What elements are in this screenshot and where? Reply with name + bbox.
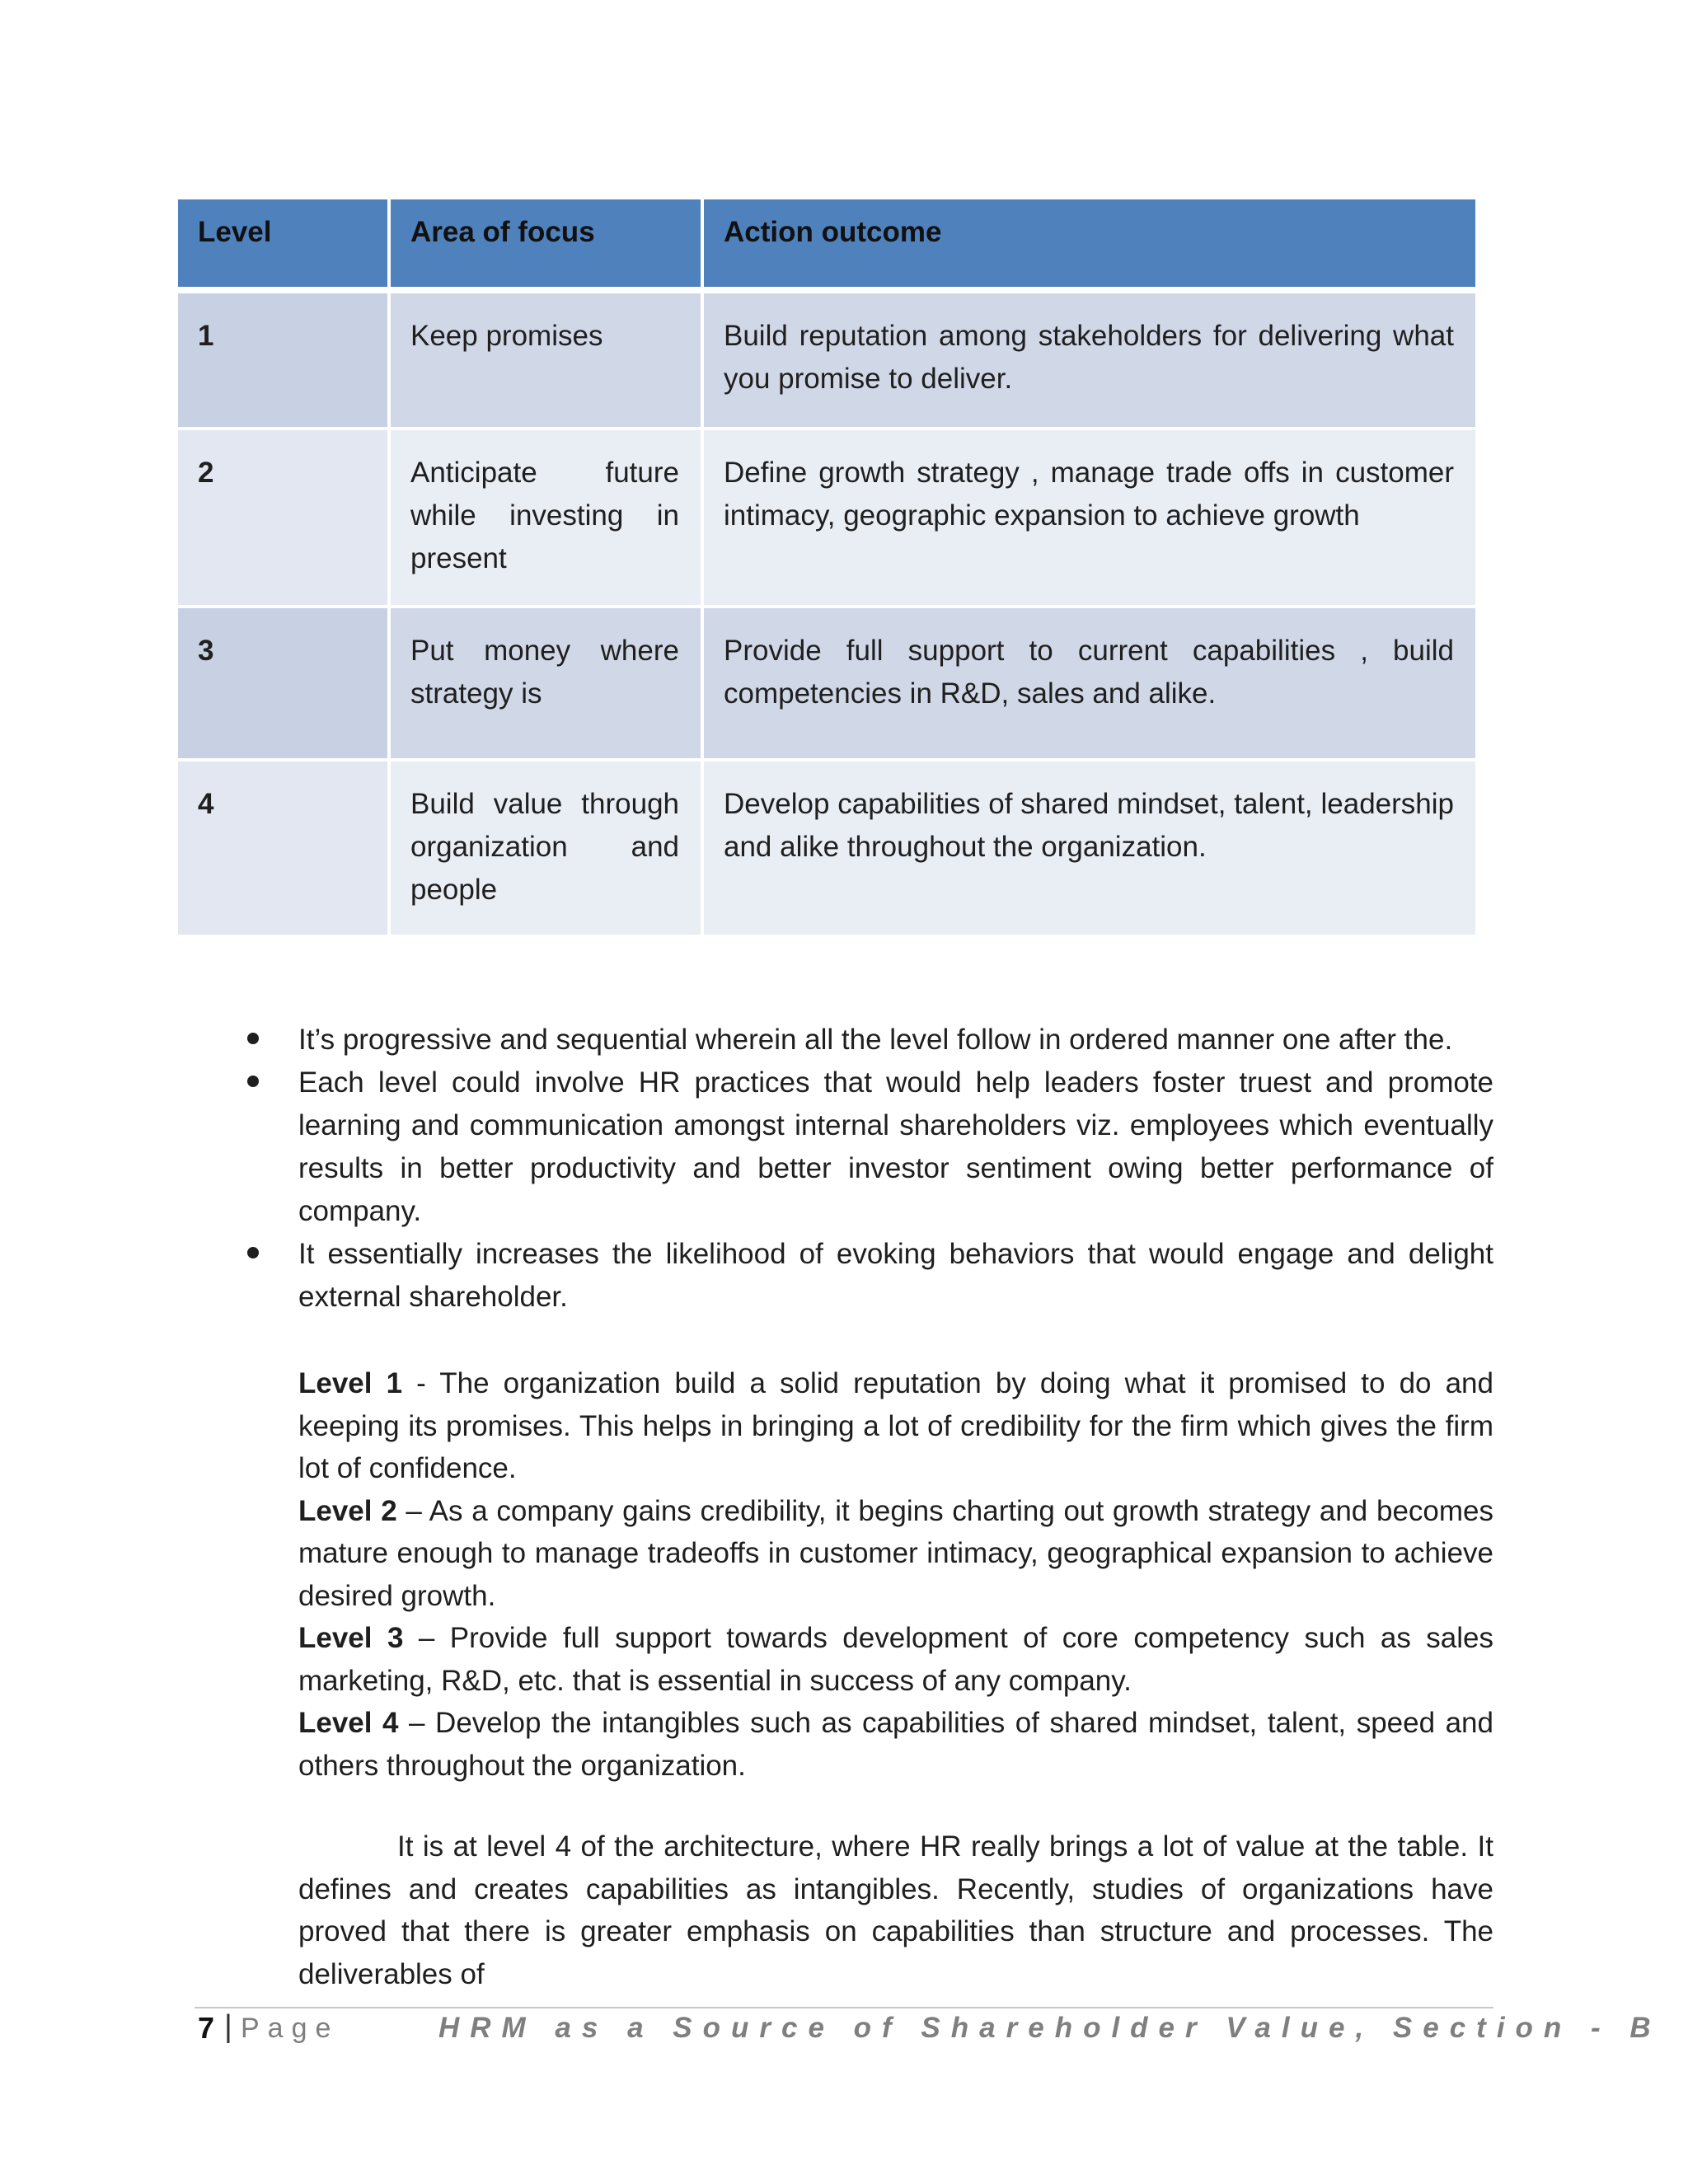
cell-outcome: Build reputation among stakeholders for delivering what you promise to deliver. <box>704 293 1475 430</box>
list-item <box>247 1019 1493 1062</box>
page-label: Page <box>241 2013 340 2044</box>
cell-level: 3 <box>178 608 391 762</box>
cell-area: Put money where strategy is <box>391 608 704 762</box>
bullet-text: It’s progressive and sequential wherein all the level follow in ordered manner one after the. <box>298 1024 1453 1056</box>
level-paragraph <box>298 1490 1493 1618</box>
level-text: – As a company gains credibility, it begins charting out growth strategy and becomes mature enough to manage tradeoffs in customer intimacy, geographical expansion to achieve desired growth. <box>298 1494 1493 1612</box>
header-area-of-focus: Area of focus <box>391 199 704 293</box>
table-row <box>178 762 1475 938</box>
list-item <box>247 1233 1493 1319</box>
cell-outcome: Define growth strategy , manage trade offs in customer intimacy, geographic expansion to achieve growth <box>704 430 1475 608</box>
level-text: – Provide full support towards development of core competency such as sales marketing, R&D, etc. that is essential in success of any company. <box>298 1622 1493 1697</box>
level-label: Level 1 <box>298 1367 403 1399</box>
level-text: – Develop the intangibles such as capabilities of shared mindset, talent, speed and others throughout the organization. <box>298 1707 1493 1782</box>
level-label: Level 3 <box>298 1622 404 1654</box>
level-paragraph <box>298 1702 1493 1787</box>
bullet-icon <box>247 1247 259 1258</box>
header-level: Level <box>178 199 391 293</box>
header-action-outcome: Action outcome <box>704 199 1475 293</box>
cell-level: 1 <box>178 293 391 430</box>
closing-paragraph: It is at level 4 of the architecture, where HR really brings a lot of value at the table. It defines and creates capabilities as intangibles. Recently, studies of organizations have proved that there is greater emphasis on capabilities than structure and processes. The deliverables of <box>298 1830 1493 1990</box>
table-row <box>178 608 1475 762</box>
table-header-row <box>178 199 1475 293</box>
page-number: 7 <box>198 2011 215 2045</box>
list-item <box>247 1062 1493 1233</box>
levels-table <box>178 199 1475 938</box>
level-paragraph <box>298 1617 1493 1702</box>
level-descriptions <box>298 1362 1493 1787</box>
bullet-text: Each level could involve HR practices that would help leaders foster truest and promote learning and communication amongst internal shareholders viz. employees which eventually results in better productivity and better investor sentiment owing better performance of company. <box>298 1066 1493 1227</box>
level-paragraph <box>298 1362 1493 1490</box>
bullet-list <box>247 1019 1493 1319</box>
cell-level: 2 <box>178 430 391 608</box>
level-text: - The organization build a solid reputation by doing what it promised to do and keeping its promises. This helps in bringing a lot of credibility for the firm which gives the firm lot of confidence. <box>298 1367 1493 1484</box>
footer-title: HRM as a Source of Shareholder Value, Section - B <box>438 2012 1662 2044</box>
cell-level: 4 <box>178 762 391 938</box>
bullet-icon <box>247 1076 259 1087</box>
cell-area: Keep promises <box>391 293 704 430</box>
cell-outcome: Provide full support to current capabilities , build competencies in R&D, sales and alike. <box>704 608 1475 762</box>
cell-area: Anticipate future while investing in present <box>391 430 704 608</box>
table-row <box>178 430 1475 608</box>
table-row <box>178 293 1475 430</box>
bullet-text: It essentially increases the likelihood of evoking behaviors that would engage and delight external shareholder. <box>298 1238 1493 1313</box>
level-label: Level 2 <box>298 1494 397 1527</box>
bullet-icon <box>247 1033 259 1044</box>
footer-divider <box>195 2007 1493 2008</box>
level-label: Level 4 <box>298 1707 399 1739</box>
cell-outcome: Develop capabilities of shared mindset, talent, leadership and alike throughout the organization. <box>704 762 1475 938</box>
cell-area: Build value through organization and people <box>391 762 704 938</box>
footer-separator: | <box>224 2009 232 2044</box>
